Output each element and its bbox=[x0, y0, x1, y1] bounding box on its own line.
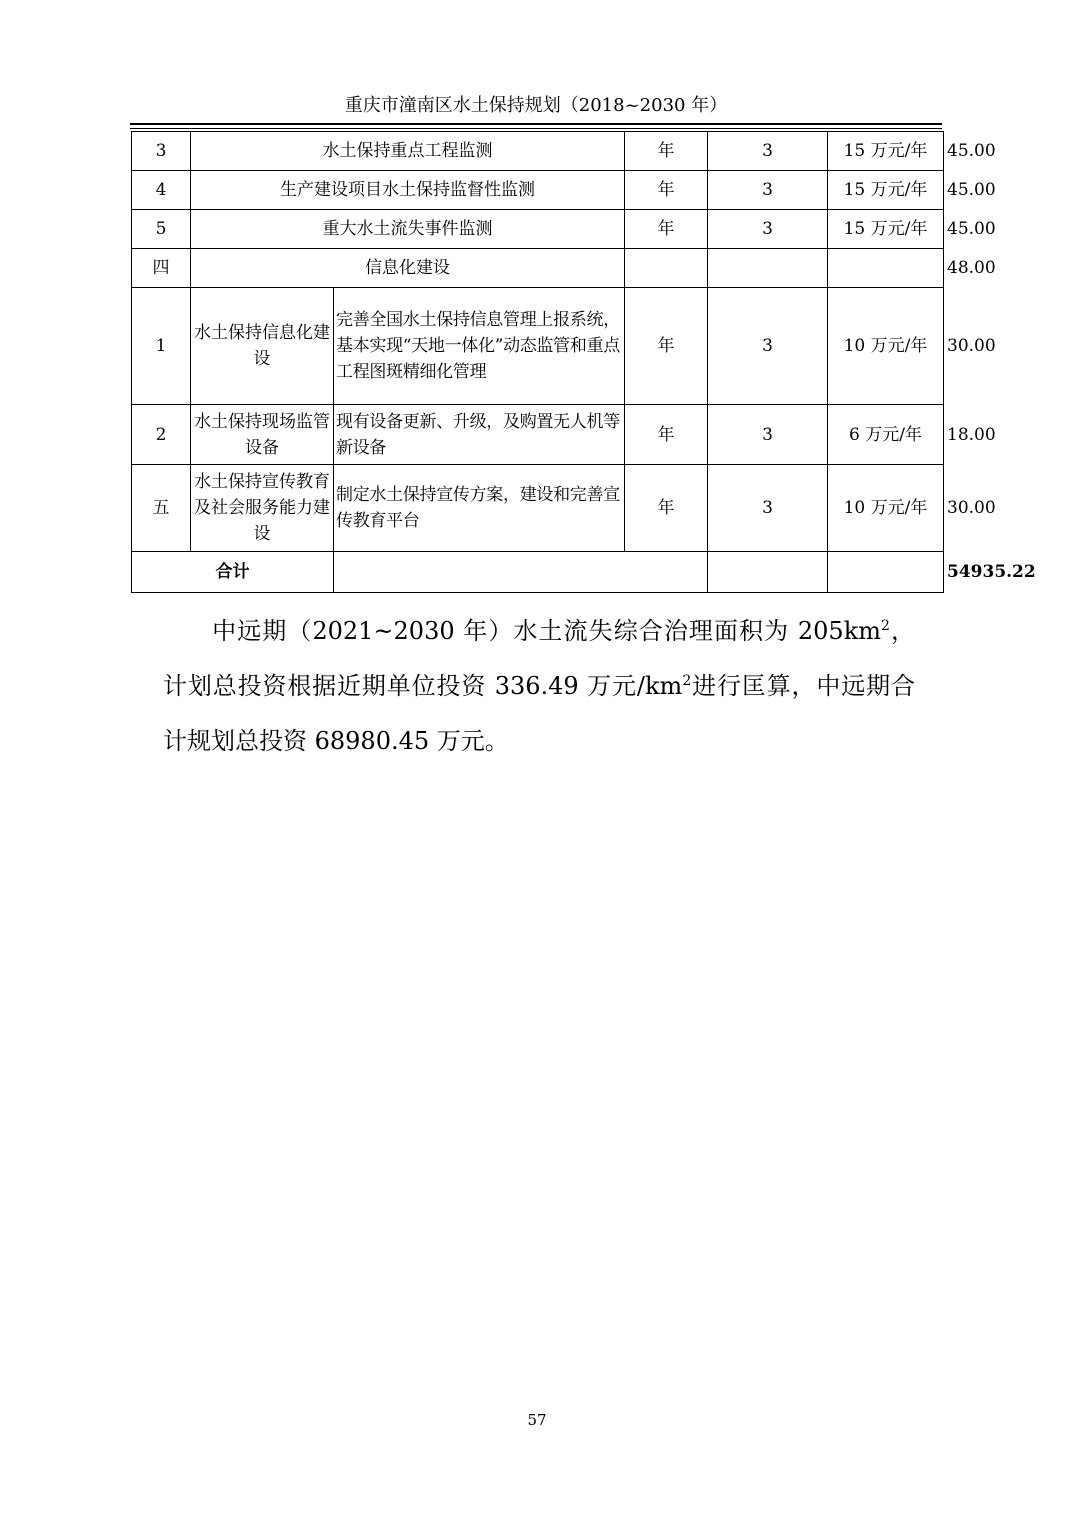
row-unit-price: 10 万元/年 bbox=[828, 288, 944, 405]
header-rule-thin bbox=[130, 128, 942, 129]
row-number: 5 bbox=[132, 210, 191, 249]
superscript-2: 2 bbox=[682, 673, 692, 689]
row-description: 现有设备更新、升级，及购置无人机等新设备 bbox=[334, 405, 625, 465]
row-number: 3 bbox=[132, 132, 191, 171]
table-row: 5 重大水土流失事件监测 年 3 15 万元/年 45.00 bbox=[132, 210, 944, 249]
row-item: 水土保持信息化建设 bbox=[191, 288, 334, 405]
row-number: 四 bbox=[132, 249, 191, 288]
row-unit-price: 6 万元/年 bbox=[828, 405, 944, 465]
row-unit: 年 bbox=[625, 171, 708, 210]
row-quantity: 3 bbox=[708, 171, 828, 210]
row-unit: 年 bbox=[625, 288, 708, 405]
row-item: 水土保持重点工程监测 bbox=[191, 132, 625, 171]
row-unit-price: 10 万元/年 bbox=[828, 465, 944, 552]
table-row: 2 水土保持现场监管设备 现有设备更新、升级，及购置无人机等新设备 年 3 6 万元/年 18.00 bbox=[132, 405, 944, 465]
investment-table bbox=[131, 131, 1036, 593]
row-quantity: 3 bbox=[708, 210, 828, 249]
paragraph-text-part1: 中远期（2021~2030 年）水土流失综合治理面积为 205km bbox=[211, 617, 882, 645]
row-unit-price bbox=[828, 249, 944, 288]
row-number: 1 bbox=[132, 288, 191, 405]
total-label: 合计 bbox=[132, 552, 334, 593]
row-unit bbox=[625, 249, 708, 288]
row-description: 制定水土保持宣传方案，建设和完善宣传教育平台 bbox=[334, 465, 625, 552]
header-rule-thick bbox=[130, 123, 942, 125]
table-row: 五 水土保持宣传教育及社会服务能力建设 制定水土保持宣传方案，建设和完善宣传教育平台 年 3 10 万元/年 30.00 bbox=[132, 465, 944, 552]
table-total-row: 合计 54935.22 bbox=[132, 552, 944, 593]
row-quantity: 3 bbox=[708, 465, 828, 552]
table-row: 四 信息化建设 48.00 bbox=[132, 249, 944, 288]
row-item: 生产建设项目水土保持监督性监测 bbox=[191, 171, 625, 210]
row-unit: 年 bbox=[625, 132, 708, 171]
page-header-title: 重庆市潼南区水土保持规划（2018~2030 年） bbox=[344, 95, 728, 116]
row-quantity: 3 bbox=[708, 288, 828, 405]
row-item: 重大水土流失事件监测 bbox=[191, 210, 625, 249]
row-number: 五 bbox=[132, 465, 191, 552]
superscript-2: 2 bbox=[881, 618, 890, 634]
table-row: 3 水土保持重点工程监测 年 3 15 万元/年 45.00 bbox=[132, 132, 944, 171]
total-empty-cell bbox=[334, 552, 708, 593]
row-unit-price: 15 万元/年 bbox=[828, 210, 944, 249]
row-unit-price: 15 万元/年 bbox=[828, 132, 944, 171]
row-number: 4 bbox=[132, 171, 191, 210]
paragraph-text-part3: 进行匡算，中远期合计规划总投资 68980.45 万元。 bbox=[163, 672, 916, 755]
row-item: 水土保持宣传教育及社会服务能力建设 bbox=[191, 465, 334, 552]
table-row: 1 水土保持信息化建设 完善全国水土保持信息管理上报系统，基本实现“天地一体化”动态监管和重点工程图斑精细化管理 年 3 10 万元/年 30.00 bbox=[132, 288, 944, 405]
row-quantity: 3 bbox=[708, 132, 828, 171]
table-row: 4 生产建设项目水土保持监督性监测 年 3 15 万元/年 45.00 bbox=[132, 171, 944, 210]
row-number: 2 bbox=[132, 405, 191, 465]
row-unit-price: 15 万元/年 bbox=[828, 171, 944, 210]
total-empty-cell bbox=[708, 552, 828, 593]
row-description: 完善全国水土保持信息管理上报系统，基本实现“天地一体化”动态监管和重点工程图斑精细化管理 bbox=[334, 288, 625, 405]
row-unit: 年 bbox=[625, 465, 708, 552]
row-unit: 年 bbox=[625, 210, 708, 249]
page-number: 57 bbox=[527, 1411, 547, 1429]
row-item: 信息化建设 bbox=[191, 249, 625, 288]
total-empty-cell bbox=[828, 552, 944, 593]
row-item: 水土保持现场监管设备 bbox=[191, 405, 334, 465]
body-paragraph bbox=[163, 604, 915, 769]
row-unit: 年 bbox=[625, 405, 708, 465]
row-quantity bbox=[708, 249, 828, 288]
row-quantity: 3 bbox=[708, 405, 828, 465]
paragraph-text-part2: ，计划总投资根据近期单位投资 336.49 万元/km bbox=[163, 617, 916, 700]
